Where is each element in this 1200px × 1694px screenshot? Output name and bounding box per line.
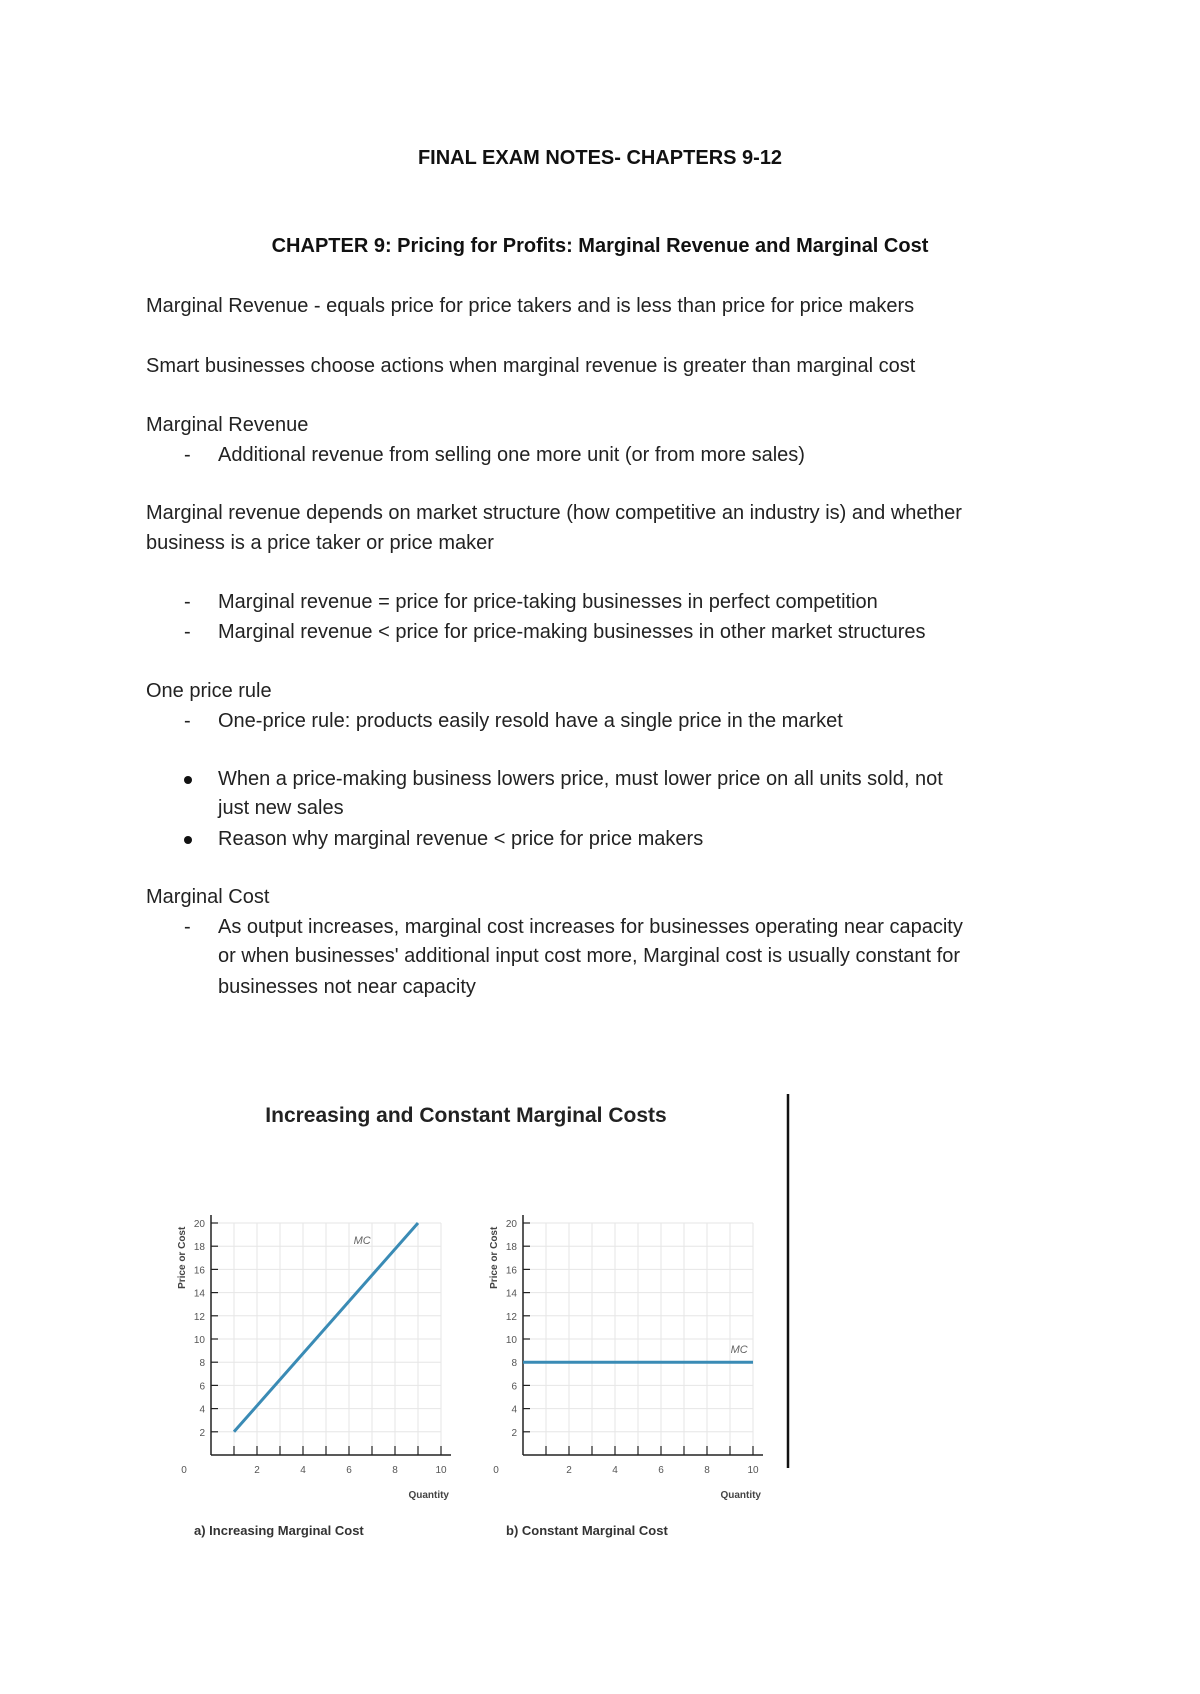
y-tick-label: 8	[199, 1358, 205, 1370]
x-tick-label: 8	[704, 1465, 710, 1476]
list-item: As output increases, marginal cost increases for businesses operating near capacity	[218, 916, 963, 938]
y-tick-label: 14	[193, 1288, 205, 1300]
list-item: Reason why marginal revenue < price for price makers	[218, 828, 704, 850]
paragraph: Marginal revenue depends on market structure (how competitive an industry is) and whether	[146, 502, 962, 524]
x-tick-label: 2	[254, 1465, 260, 1476]
paragraph: business is a price taker or price maker	[146, 532, 494, 554]
mc-label: MC	[353, 1234, 371, 1247]
y-tick-label: 18	[505, 1242, 517, 1254]
y-tick-label: 14	[505, 1288, 517, 1300]
paragraph: Marginal Revenue - equals price for price takers and is less than price for price makers	[146, 295, 915, 317]
dash-marker: -	[184, 621, 191, 643]
chapter-heading: CHAPTER 9: Pricing for Profits: Marginal Revenue and Marginal Cost	[271, 235, 929, 257]
y-tick-label: 6	[199, 1381, 205, 1393]
x-tick-label: 6	[346, 1465, 352, 1476]
x-tick-label: 0	[493, 1465, 499, 1476]
x-tick-label: 6	[658, 1465, 664, 1476]
x-tick-label: 10	[747, 1465, 759, 1476]
section-label: Marginal Cost	[146, 886, 270, 908]
x-tick-label: 10	[435, 1465, 447, 1476]
y-tick-label: 2	[199, 1427, 205, 1439]
section-label: Marginal Revenue	[146, 414, 309, 436]
x-tick-label: 8	[392, 1465, 398, 1476]
dash-marker: -	[184, 710, 191, 732]
y-tick-label: 12	[193, 1311, 205, 1323]
list-item: just new sales	[218, 797, 344, 819]
y-tick-label: 16	[505, 1265, 517, 1277]
list-item: businesses not near capacity	[218, 976, 476, 998]
list-item: Marginal revenue < price for price-making businesses in other market structures	[218, 621, 926, 643]
y-tick-label: 4	[199, 1404, 205, 1416]
y-tick-label: 2	[511, 1427, 517, 1439]
y-tick-label: 8	[511, 1358, 517, 1370]
section-label: One price rule	[146, 680, 272, 702]
x-tick-label: 2	[566, 1465, 572, 1476]
figure-title: Increasing and Constant Marginal Costs	[265, 1104, 667, 1127]
paragraph: Smart businesses choose actions when marginal revenue is greater than marginal cost	[146, 355, 916, 377]
y-tick-label: 10	[193, 1335, 205, 1346]
x-tick-label: 0	[181, 1465, 187, 1476]
list-item: When a price-making business lowers price, must lower price on all units sold, not	[218, 768, 943, 790]
document-title: FINAL EXAM NOTES- CHAPTERS 9-12	[417, 147, 783, 169]
y-axis-label: Price or Cost	[177, 1226, 188, 1289]
y-tick-label: 6	[511, 1381, 517, 1393]
y-tick-label: 16	[193, 1265, 205, 1277]
chart-caption: a) Increasing Marginal Cost	[194, 1523, 364, 1538]
list-item: One-price rule: products easily resold have a single price in the market	[218, 710, 843, 732]
y-tick-label: 10	[505, 1335, 517, 1346]
x-tick-label: 4	[612, 1465, 618, 1476]
dash-marker: -	[184, 916, 191, 938]
y-tick-label: 12	[505, 1311, 517, 1323]
y-tick-label: 20	[193, 1219, 205, 1230]
y-tick-label: 4	[511, 1404, 517, 1416]
list-item: Marginal revenue = price for price-taking businesses in perfect competition	[218, 591, 878, 613]
list-item: Additional revenue from selling one more unit (or from more sales)	[218, 444, 805, 466]
x-axis-label: Quantity	[408, 1490, 449, 1501]
y-axis-label: Price or Cost	[489, 1226, 500, 1289]
dash-marker: -	[184, 444, 191, 466]
x-tick-label: 4	[300, 1465, 306, 1476]
mc-label: MC	[730, 1343, 748, 1356]
chart-caption: b) Constant Marginal Cost	[506, 1523, 668, 1538]
dash-marker: -	[184, 591, 191, 613]
list-item: or when businesses' additional input cost more, Marginal cost is usually constant for	[218, 945, 960, 967]
y-tick-label: 20	[505, 1219, 517, 1230]
y-tick-label: 18	[193, 1242, 205, 1254]
x-axis-label: Quantity	[720, 1490, 761, 1501]
